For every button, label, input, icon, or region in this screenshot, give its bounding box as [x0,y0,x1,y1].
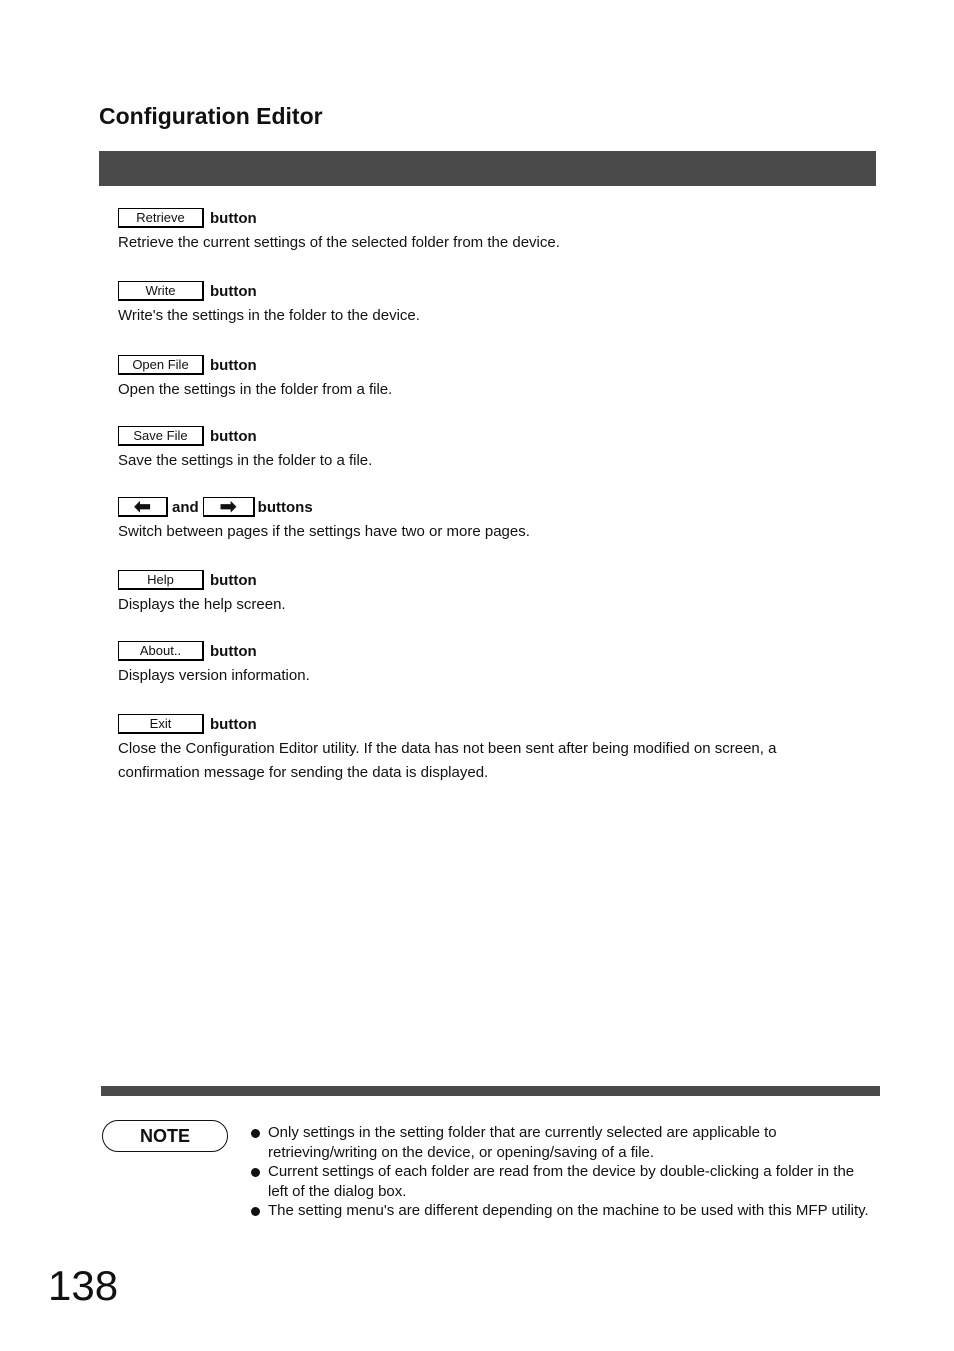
entry-description: Displays the help screen. [118,596,286,613]
entry-suffix: button [210,209,257,227]
open-file-button: Open File [118,355,204,375]
page-title: Configuration Editor [99,103,323,129]
entry-description: Write's the settings in the folder to the device. [118,307,420,324]
retrieve-button: Retrieve [118,208,204,228]
entry-description: Switch between pages if the settings have two or more pages. [118,523,530,540]
page-number: 138 [48,1262,119,1309]
arrow-left-icon: ⬅ [134,495,151,518]
entry-suffix: button [210,427,257,445]
bullet-icon [251,1168,260,1177]
help-button: Help [118,570,204,590]
and-text: and [172,498,199,516]
exit-button: Exit [118,714,204,734]
note-list [250,1123,870,1221]
previous-page-button [118,497,168,517]
note-badge: NOTE [102,1120,228,1152]
note-item-text: Only settings in the setting folder that are currently selected are applicable to retrieving/writing on the device, or opening/saving of a file. [268,1124,777,1161]
entry-exit [118,713,858,785]
entry-suffix: button [210,642,257,660]
entry-suffix: button [210,356,257,374]
note-item-text: Current settings of each folder are read from the device by double-clicking a folder in the left of the dialog box. [268,1163,855,1200]
entry-description: Displays version information. [118,667,310,684]
entry-suffix: button [210,715,257,733]
entry-retrieve [118,207,858,255]
note-item [250,1123,870,1162]
entry-open-file [118,354,858,402]
entry-write [118,280,858,328]
note-item [250,1162,870,1201]
entry-page-arrows [118,496,858,544]
next-page-button [203,497,255,517]
bullet-icon [251,1207,260,1216]
entry-save-file [118,425,858,473]
entry-about [118,640,858,688]
note-divider-bar [101,1086,880,1096]
save-file-button: Save File [118,426,204,446]
arrow-right-icon: ➡ [219,495,237,518]
entry-suffix: button [210,571,257,589]
entry-help [118,569,858,617]
entry-description: Open the settings in the folder from a file. [118,381,393,398]
entry-description: Retrieve the current settings of the selected folder from the device. [118,234,560,251]
note-item [250,1201,870,1221]
header-bar [99,151,876,186]
note-item-text: The setting menu's are different depending on the machine to be used with this MFP utility. [268,1202,869,1219]
about-button: About.. [118,641,204,661]
entry-description: Save the settings in the folder to a file. [118,452,373,469]
entry-suffix: buttons [257,498,313,516]
entry-suffix: button [210,282,257,300]
write-button: Write [118,281,204,301]
entry-description: Close the Configuration Editor utility. If the data has not been sent after being modified on screen, a confirmation message for sending the data is displayed. [118,740,777,781]
bullet-icon [251,1129,260,1138]
